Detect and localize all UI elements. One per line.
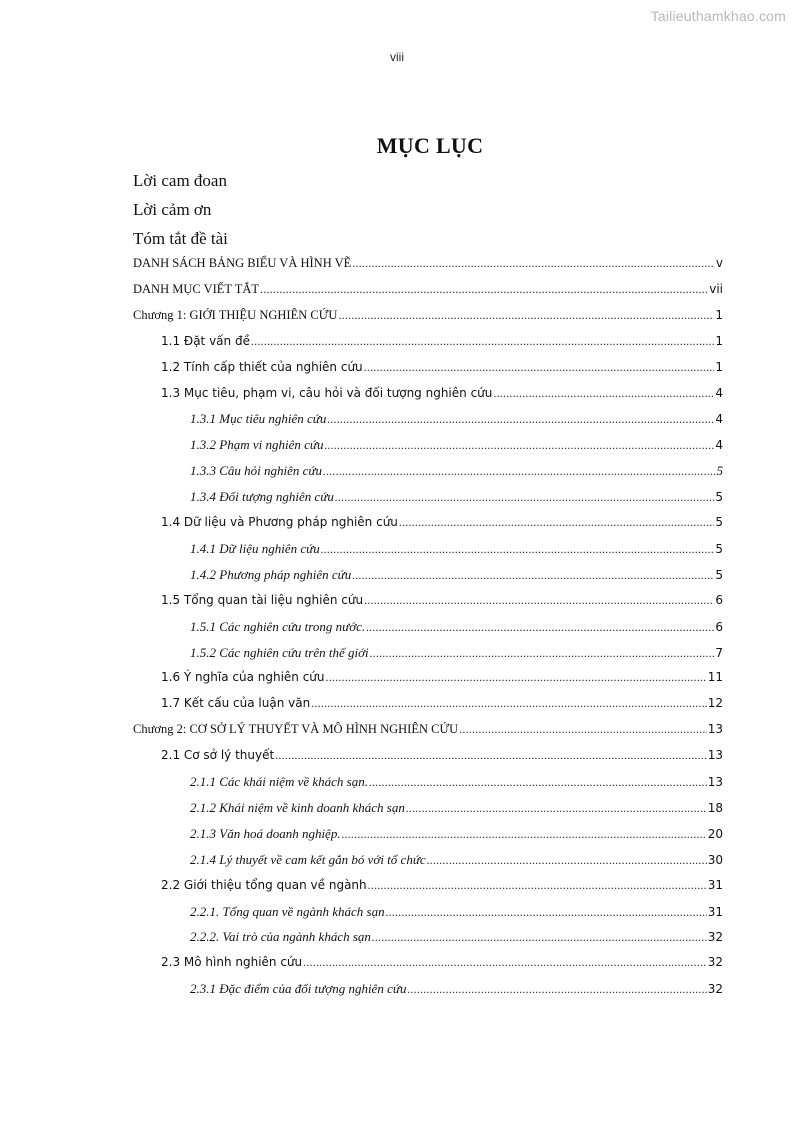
toc-entry-label: 1.4 Dữ liệu và Phương pháp nghiên cứu (161, 515, 398, 529)
dot-leader (364, 593, 714, 608)
toc-entry-label: 2.2 Giới thiệu tổng quan về ngành (161, 877, 367, 892)
toc-entry[interactable] (161, 593, 723, 611)
toc-entry-label: DANH MỤC VIẾT TẮT (133, 281, 260, 296)
toc-entry[interactable] (161, 670, 723, 688)
toc-entry[interactable] (190, 411, 723, 429)
toc-entry-page: 20 (707, 826, 723, 841)
toc-entry-page: 5 (716, 463, 723, 479)
toc-entry[interactable] (190, 904, 723, 922)
toc-entry-page: 30 (707, 852, 723, 867)
toc-entry-page: 31 (707, 904, 723, 919)
toc-entry-label: 1.2 Tính cấp thiết của nghiên cứu (161, 359, 363, 374)
dot-leader (311, 696, 707, 711)
toc-entry-page: 4 (715, 385, 723, 400)
watermark-text: Tailieuthamkhao.com (650, 8, 786, 24)
toc-entry-label: 1.1 Đặt vấn đề (161, 333, 250, 348)
dot-leader (303, 955, 707, 970)
dot-leader (323, 464, 715, 479)
dot-leader (335, 490, 714, 505)
dot-leader (352, 568, 714, 583)
toc-entry[interactable] (133, 282, 723, 300)
toc-entry[interactable] (190, 981, 723, 999)
toc-entry[interactable] (190, 619, 723, 637)
toc-entry[interactable] (190, 567, 723, 585)
dot-leader (275, 748, 707, 763)
toc-entry-page: 13 (707, 722, 723, 737)
dot-leader (260, 282, 708, 297)
toc-entry[interactable] (161, 878, 723, 896)
dot-leader (366, 620, 714, 635)
toc-entry[interactable] (161, 748, 723, 766)
toc-entry-label: 1.3.1 Mục tiêu nghiên cứu (190, 411, 327, 427)
dot-leader (459, 722, 707, 737)
toc-entry-label: 2.1.1 Các khái niệm về khách sạn. (190, 774, 368, 789)
toc-entry-page: 4 (715, 412, 723, 427)
toc-entry[interactable] (161, 360, 723, 378)
toc-entry-label: 1.4.1 Dữ liệu nghiên cứu (190, 540, 320, 556)
dot-leader (493, 386, 714, 401)
toc-entry[interactable] (190, 774, 723, 792)
dot-leader (406, 801, 707, 816)
dot-leader (364, 360, 715, 375)
toc-entry-label: 2.2.1. Tổng quan về ngành khách sạn (190, 903, 385, 919)
toc-entry[interactable] (161, 696, 723, 714)
page-title: MỤC LỤC (376, 133, 484, 158)
toc-entry-page: 32 (707, 930, 723, 945)
toc-entry-page: 5 (715, 541, 723, 556)
toc-entry-label: 2.1 Cơ sở lý thuyết (161, 748, 275, 763)
front-matter-item: Lời cảm ơn (133, 200, 212, 219)
dot-leader (407, 982, 706, 997)
dot-leader (369, 775, 707, 790)
toc-entry[interactable] (190, 437, 723, 455)
toc-entry-label: 1.5 Tổng quan tài liệu nghiên cứu (161, 592, 364, 607)
toc-entry-page: 31 (707, 877, 723, 892)
toc-entry-label: 1.7 Kết cấu của luận văn (161, 696, 311, 711)
toc-entry-page: 18 (707, 800, 723, 815)
toc-entry[interactable] (133, 308, 723, 326)
dot-leader (352, 256, 715, 271)
toc-entry-page: 6 (715, 619, 723, 634)
toc-entry-page: 5 (715, 490, 723, 505)
toc-entry[interactable] (190, 645, 723, 663)
toc-entry[interactable] (190, 541, 723, 559)
dot-leader (321, 542, 715, 557)
toc-entry[interactable] (190, 463, 723, 481)
toc-entry[interactable] (190, 800, 723, 818)
toc-entry-page: 5 (715, 567, 723, 582)
toc-entry-label: 1.6 Ý nghĩa của nghiên cứu (161, 670, 325, 685)
toc-entry-page: 32 (707, 982, 723, 997)
toc-entry-page: 1 (715, 333, 723, 348)
toc-entry-label: 1.5.2 Các nghiên cứu trên thế giới (190, 644, 369, 660)
toc-entry-label: 2.1.4 Lý thuyết về cam kết gắn bó với tổ chức (190, 851, 426, 867)
dot-leader (326, 670, 707, 685)
dot-leader (338, 308, 714, 323)
toc-entry[interactable] (161, 515, 723, 533)
toc-entry-page: vii (709, 281, 723, 296)
dot-leader (251, 334, 714, 349)
toc-entry-page: 4 (715, 438, 723, 453)
toc-entry[interactable] (161, 955, 723, 973)
toc-entry-page: 1 (715, 359, 723, 374)
toc-entry-label: 2.3.1 Đặc điểm của đối tượng nghiên cứu (190, 981, 407, 997)
toc-entry-page: 32 (707, 955, 723, 970)
dot-leader (368, 878, 707, 893)
toc-entry-label: 2.1.3 Văn hoá doanh nghiệp. (190, 825, 341, 841)
toc-entry-page: 12 (707, 696, 723, 711)
dot-leader (386, 905, 707, 920)
toc-entry-page: 11 (707, 670, 723, 685)
toc-entry-label: Chương 1: GIỚI THIỆU NGHIÊN CỨU (133, 307, 338, 322)
toc-entry[interactable] (190, 826, 723, 844)
toc-entry-label: 1.3.3 Câu hỏi nghiên cứu (190, 463, 323, 479)
toc-entry[interactable] (190, 852, 723, 870)
front-matter-item: Lời cam đoan (133, 171, 227, 190)
dot-leader (427, 853, 707, 868)
toc-entry-page: 6 (715, 592, 723, 607)
page-number: viii (390, 50, 404, 64)
dot-leader (324, 438, 714, 453)
dot-leader (399, 515, 714, 530)
toc-entry-label: 1.5.1 Các nghiên cứu trong nước. (190, 618, 366, 634)
front-matter-item: Tóm tắt đề tài (133, 229, 228, 248)
toc-entry-page: 7 (715, 645, 723, 660)
toc-entry-label: 2.2.2. Vai trò của ngành khách sạn (190, 929, 371, 945)
toc-entry-page: 1 (715, 307, 723, 322)
toc-entry-label: 1.3.2 Phạm vi nghiên cứu (190, 437, 324, 453)
toc-entry-page: v (715, 256, 723, 270)
toc-entry-page: 13 (707, 748, 723, 763)
dot-leader (327, 412, 714, 427)
dot-leader (370, 646, 715, 661)
toc-entry[interactable] (133, 722, 723, 740)
toc-entry-label: 1.3.4 Đối tượng nghiên cứu (190, 489, 334, 505)
toc-entry[interactable] (133, 256, 723, 274)
dot-leader (342, 827, 707, 842)
toc-entry-label: 1.4.2 Phương pháp nghiên cứu (190, 566, 352, 582)
toc-entry-page: 5 (715, 515, 723, 529)
toc-entry-label: 2.1.2 Khái niệm về kinh doanh khách sạn (190, 799, 405, 815)
toc-entry-page: 13 (707, 775, 723, 789)
toc-entry-label: Chương 2: CƠ SỞ LÝ THUYẾT VÀ MÔ HÌNH NGHIÊN CỨU (133, 722, 459, 737)
toc-entry[interactable] (190, 489, 723, 507)
dot-leader (372, 930, 707, 945)
toc-entry[interactable] (190, 929, 723, 947)
toc-entry-label: 2.3 Mô hình nghiên cứu (161, 955, 303, 970)
toc-entry-label: DANH SÁCH BẢNG BIỂU VÀ HÌNH VẼ (133, 256, 352, 270)
toc-entry-label: 1.3 Mục tiêu, phạm vi, câu hỏi và đối tượng nghiên cứu (161, 385, 493, 400)
toc-entry[interactable] (161, 386, 723, 404)
toc-entry[interactable] (161, 334, 723, 352)
